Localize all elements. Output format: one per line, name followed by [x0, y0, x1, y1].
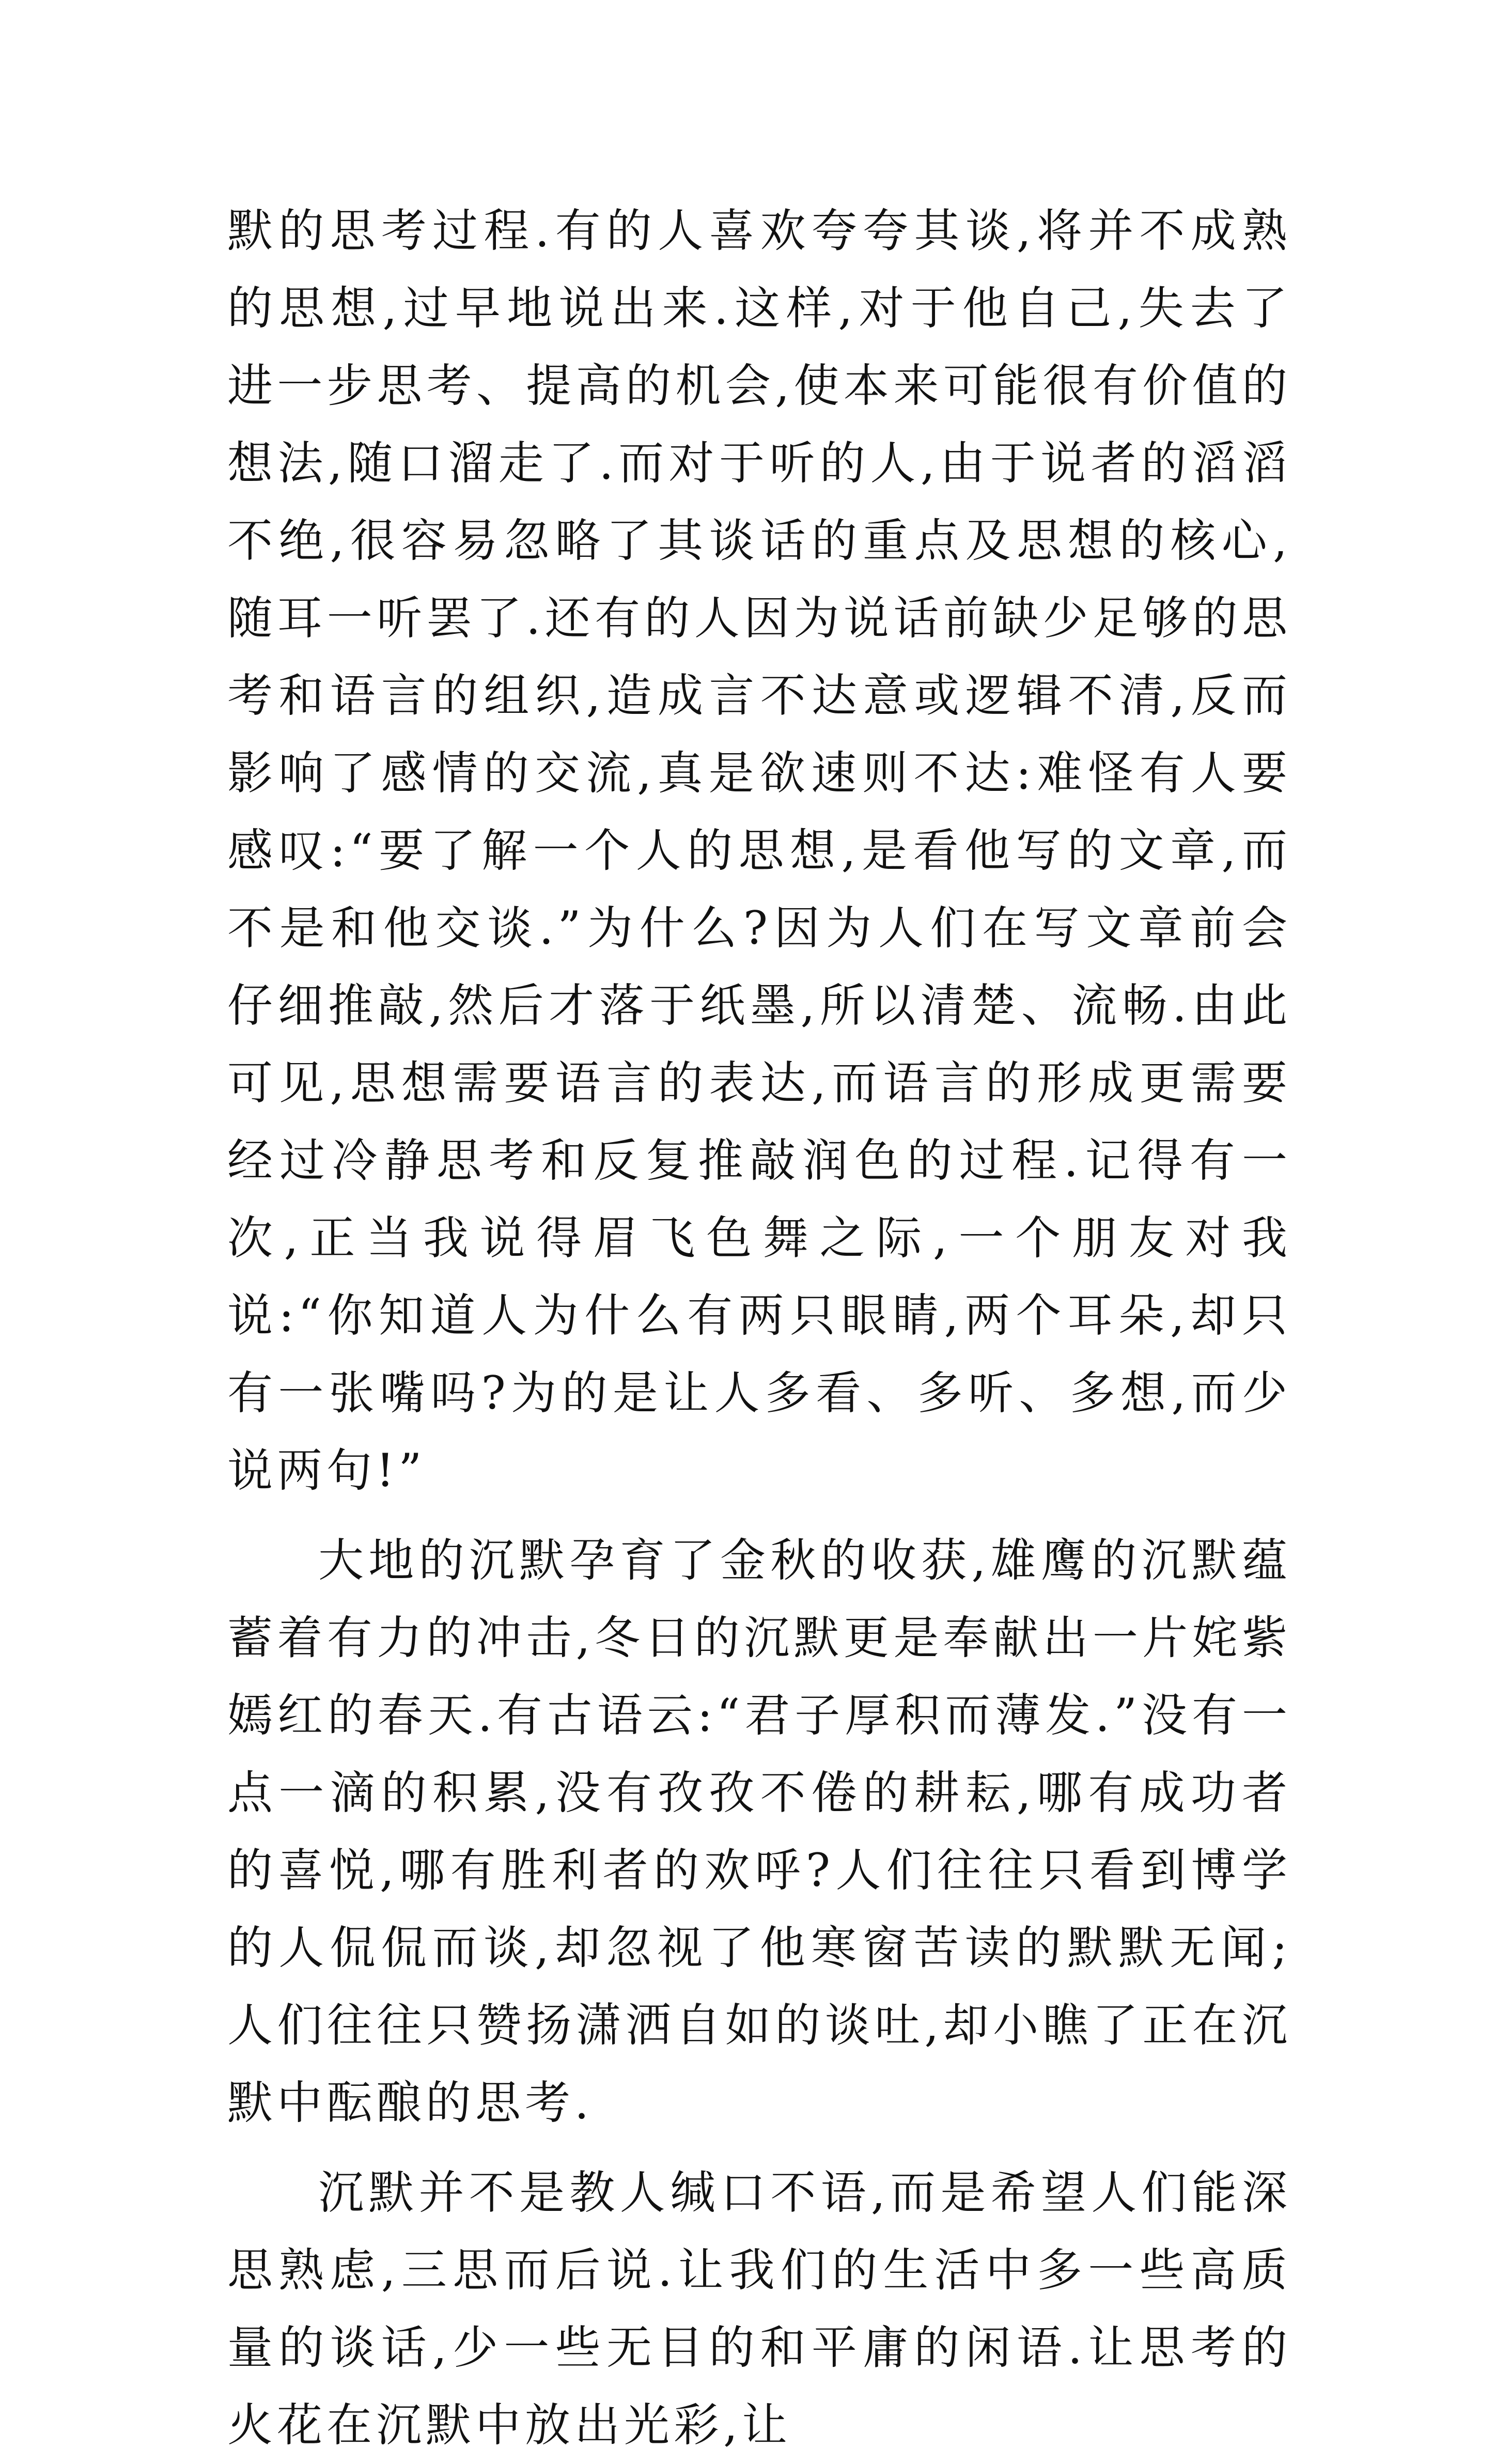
paragraph-2: 大地的沉默孕育了金秋的收获,雄鹰的沉默蕴蓄着有力的冲击,冬日的沉默更是奉献出一片姹紫嫣红的春天.有古语云:“君子厚积而薄发.”没有一点一滴的积累,没有孜孜不倦的耕耘,哪有成功者的喜悦,哪有胜利者的欢呼?人们往往只看到博学的人侃侃而谈,却忽视了他寒窗苦读的默默无闻;人们往往只赞扬潇洒自如的谈吐,却小瞧了正在沉默中酝酿的思考.: [227, 1534, 1291, 2129]
body-text: [227, 192, 1291, 2464]
paragraph-1: 默的思考过程.有的人喜欢夸夸其谈,将并不成熟的思想,过早地说出来.这样,对于他自己,失去了进一步思考、提高的机会,使本来可能很有价值的想法,随口溜走了.而对于听的人,由于说者的滔滔不绝,很容易忽略了其谈话的重点及思想的核心,随耳一听罢了.还有的人因为说话前缺少足够的思考和语言的组织,造成言不达意或逻辑不清,反而影响了感情的交流,真是欲速则不达:难怪有人要感叹:“要了解一个人的思想,是看他写的文章,而不是和他交谈.”为什么?因为人们在写文章前会仔细推敲,然后才落于纸墨,所以清楚、流畅.由此可见,思想需要语言的表达,而语言的形成更需要经过冷静思考和反复推敲润色的过程.记得有一次,正当我说得眉飞色舞之际,一个朋友对我说:“你知道人为什么有两只眼睛,两个耳朵,却只有一张嘴吗?为的是让人多看、多听、多想,而少说两句!”: [227, 204, 1291, 1497]
paragraph-3: 沉默并不是教人缄口不语,而是希望人们能深思熟虑,三思而后说.让我们的生活中多一些高质量的谈话,少一些无目的和平庸的闲语.让思考的火花在沉默中放出光彩,让: [227, 2166, 1291, 2452]
